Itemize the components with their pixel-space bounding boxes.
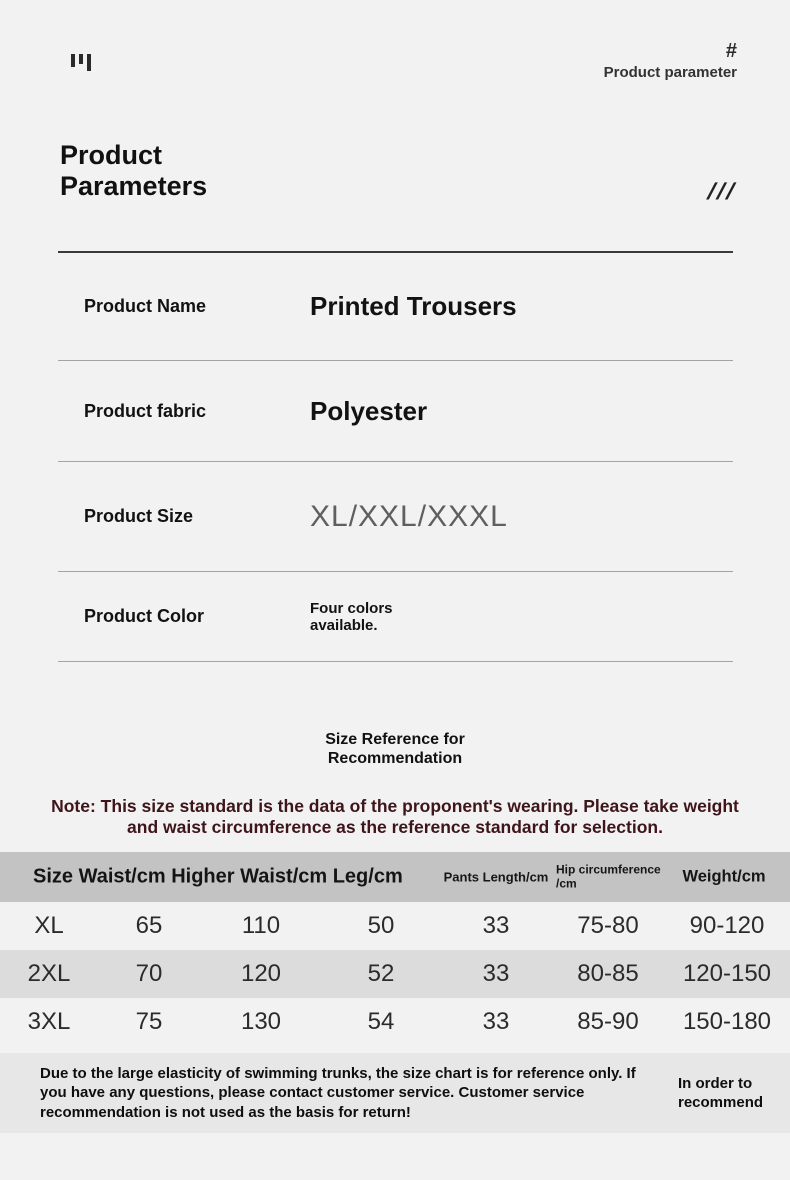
size-table <box>0 852 790 1046</box>
spec-value: Polyester <box>310 395 428 426</box>
cell-hip: 85-90 <box>577 1008 639 1035</box>
cell-weight: 90-120 <box>689 912 765 939</box>
page-title-line2: Parameters <box>60 171 208 201</box>
size-table-header <box>0 852 790 902</box>
spec-row-size <box>58 462 733 572</box>
cell-size: 3XL <box>27 1008 71 1035</box>
cell-waist: 70 <box>135 960 163 987</box>
hash-mark: # <box>725 40 737 62</box>
cell-leg: 52 <box>367 960 395 987</box>
cell-size: 2XL <box>27 960 71 987</box>
footer-disclaimer-bar <box>0 1053 790 1133</box>
size-reference-heading: Size Reference for Recommendation <box>325 731 465 767</box>
cell-leg: 54 <box>367 1008 395 1035</box>
footer-right-note: In order to recommend <box>678 1074 764 1111</box>
cell-higher-waist: 110 <box>241 912 281 939</box>
brand-mark-icon <box>71 54 91 71</box>
cell-weight: 120-150 <box>682 960 772 987</box>
spec-value: Four colors available. <box>310 599 393 634</box>
cell-leg: 50 <box>367 912 395 939</box>
spec-label: Product Size <box>84 506 194 526</box>
spec-list <box>58 253 733 662</box>
cell-weight: 150-180 <box>682 1008 772 1035</box>
cell-pants-length: 33 <box>482 960 510 987</box>
spec-value: XL/XXL/XXXL <box>310 499 508 533</box>
spec-label: Product Color <box>84 606 204 626</box>
table-row <box>0 998 790 1046</box>
cell-waist: 65 <box>135 912 163 939</box>
page-title-line1: Product <box>60 140 163 170</box>
cell-hip: 80-85 <box>577 960 639 987</box>
header-size-waist-leg: Size Waist/cm Higher Waist/cm Leg/cm <box>33 865 403 888</box>
top-subtitle: Product parameter <box>603 64 737 81</box>
cell-pants-length: 33 <box>482 912 510 939</box>
cell-hip: 75-80 <box>577 912 639 939</box>
cell-pants-length: 33 <box>482 1008 510 1035</box>
spec-row-name <box>58 253 733 361</box>
spec-row-fabric <box>58 361 733 462</box>
table-row <box>0 950 790 998</box>
spec-value: Printed Trousers <box>310 291 517 321</box>
decorative-slashes-icon: /// <box>706 178 738 204</box>
spec-label: Product fabric <box>84 400 207 421</box>
cell-size: XL <box>34 912 64 939</box>
footer-disclaimer-text: Due to the large elasticity of swimming trunks, the size chart is for reference only. If you have any questions, please contact customer service. Customer service recommendation is not used as the basis for return! <box>40 1064 636 1121</box>
header-pants-length: Pants Length/cm <box>443 869 549 885</box>
cell-higher-waist: 130 <box>240 1008 282 1035</box>
page-title <box>60 140 207 202</box>
table-row <box>0 902 790 950</box>
spec-label: Product Name <box>84 296 207 316</box>
size-note: Note: This size standard is the data of the proponent's wearing. Please take weight and waist circumference as the reference standard for selection. <box>51 796 739 837</box>
cell-waist: 75 <box>135 1008 163 1035</box>
cell-higher-waist: 120 <box>240 960 282 987</box>
top-right-header <box>604 40 737 81</box>
header-weight: Weight/cm <box>682 867 766 886</box>
header-hip-circumference: Hip circumference /cm <box>556 862 661 890</box>
spec-row-color <box>58 572 733 662</box>
